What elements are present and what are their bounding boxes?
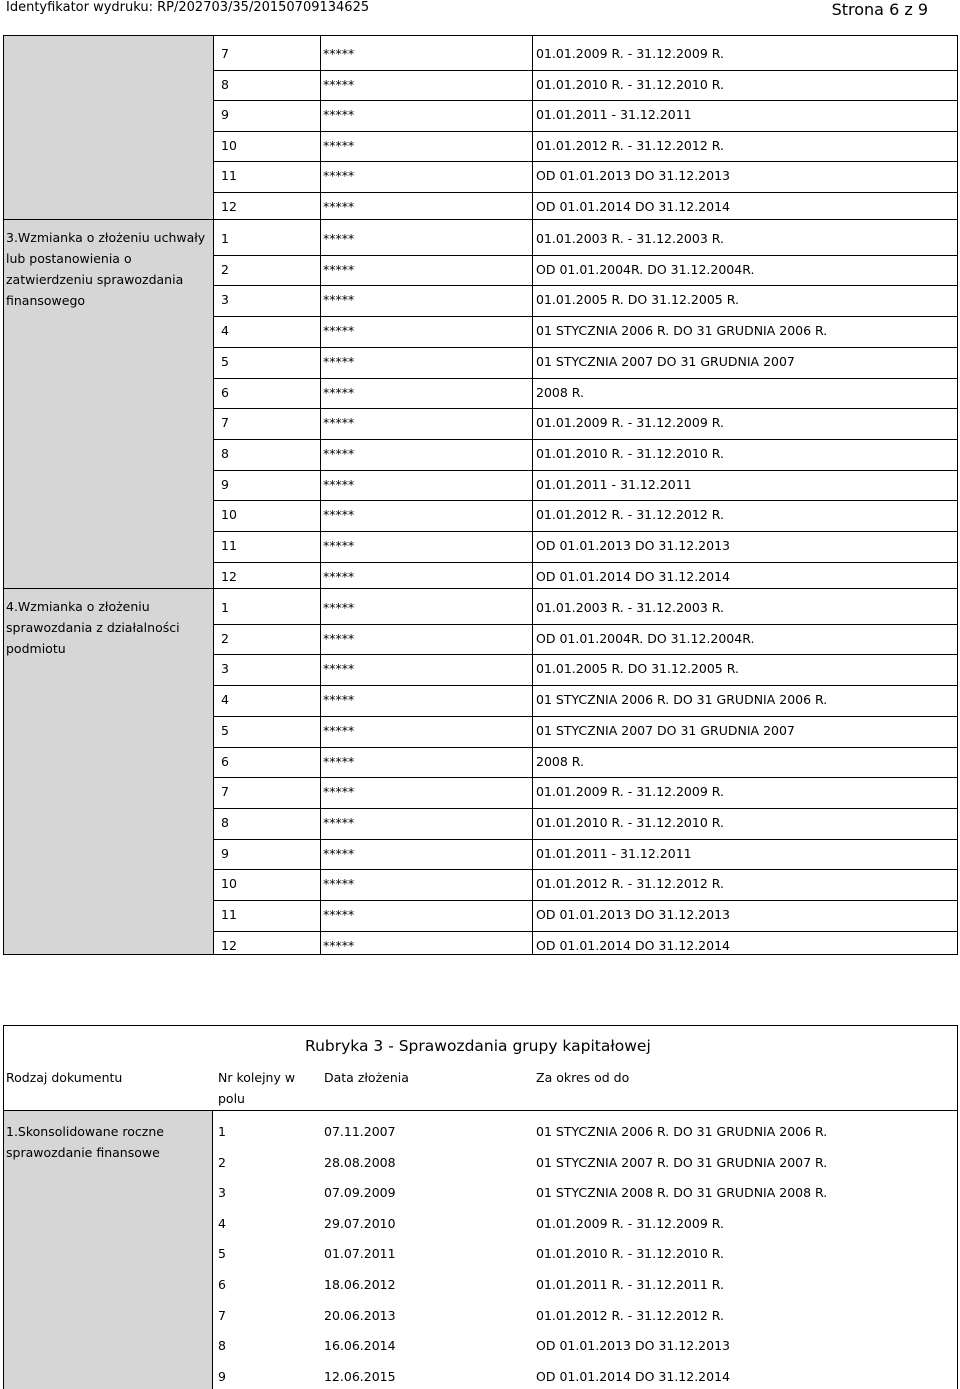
col-header-okres: Za okres od do	[536, 1070, 630, 1085]
row-divider	[214, 285, 958, 286]
period-text: 01.01.2009 R. - 31.12.2009 R.	[536, 1215, 724, 1231]
row-divider	[214, 900, 958, 901]
row-divider	[214, 192, 958, 193]
period-text: 01.01.2009 R. - 31.12.2009 R.	[536, 46, 724, 61]
period-text: OD 01.01.2004R. DO 31.12.2004R.	[536, 630, 755, 646]
submission-date: 18.06.2012	[324, 1277, 396, 1292]
masked-value: *****	[323, 784, 355, 800]
submission-date: 28.08.2008	[324, 1154, 396, 1170]
masked-value: *****	[323, 231, 355, 246]
row-divider	[214, 255, 958, 256]
row-divider	[214, 378, 958, 379]
masked-value: *****	[323, 722, 355, 738]
row-number: 1	[221, 231, 229, 246]
period-text: OD 01.01.2014 DO 31.12.2014	[536, 198, 730, 214]
row-divider	[214, 70, 958, 71]
section3-label: 3.Wzmianka o złożeniu uchwały lub postanowienia o zatwierdzeniu sprawozdania finansowego	[6, 230, 206, 308]
row-divider	[214, 654, 958, 655]
masked-value: *****	[323, 630, 355, 646]
masked-value: *****	[323, 137, 355, 153]
row-number: 4	[218, 1215, 226, 1231]
row-divider	[214, 716, 958, 717]
period-text: 01.01.2012 R. - 31.12.2012 R.	[536, 137, 724, 153]
masked-value: *****	[323, 507, 355, 523]
period-text: 01.01.2005 R. DO 31.12.2005 R.	[536, 292, 739, 308]
row-divider	[214, 839, 958, 840]
col-header-data: Data złożenia	[324, 1070, 409, 1085]
masked-value: *****	[323, 661, 355, 677]
section4-label: 4.Wzmianka o złożeniu sprawozdania z działalności podmiotu	[6, 599, 180, 656]
masked-value: *****	[323, 46, 355, 61]
submission-date: 07.11.2007	[324, 1124, 396, 1139]
row-divider	[214, 747, 958, 748]
row-divider	[214, 470, 958, 471]
masked-value: *****	[323, 538, 355, 553]
period-text: OD 01.01.2013 DO 31.12.2013	[536, 538, 730, 553]
row-number: 2	[221, 630, 229, 646]
row-number: 6	[221, 384, 229, 400]
period-text: 01.01.2011 - 31.12.2011	[536, 107, 692, 122]
row-number: 10	[221, 876, 237, 892]
masked-value: *****	[323, 384, 355, 400]
masked-value: *****	[323, 323, 355, 339]
masked-value: *****	[323, 261, 355, 277]
submission-date: 29.07.2010	[324, 1215, 396, 1231]
rubryka3-label: 1.Skonsolidowane roczne sprawozdanie finansowe	[6, 1124, 164, 1160]
masked-value: *****	[323, 600, 355, 615]
print-identifier: Identyfikator wydruku: RP/202703/35/20150709134625	[6, 0, 370, 15]
row-number: 5	[218, 1246, 226, 1262]
period-text: 01 STYCZNIA 2006 R. DO 31 GRUDNIA 2006 R.	[536, 1124, 828, 1139]
rubryka3-header-rule	[3, 1110, 958, 1111]
row-number: 7	[221, 46, 229, 61]
masked-value: *****	[323, 76, 355, 92]
row-divider	[214, 869, 958, 870]
row-number: 1	[221, 600, 229, 615]
masked-value: *****	[323, 692, 355, 708]
row-number: 7	[221, 784, 229, 800]
row-divider	[214, 161, 958, 162]
period-text: 01.01.2009 R. - 31.12.2009 R.	[536, 415, 724, 431]
row-number: 8	[221, 445, 229, 461]
row-number: 9	[218, 1368, 226, 1384]
masked-value: *****	[323, 845, 355, 861]
period-text: OD 01.01.2013 DO 31.12.2013	[536, 168, 730, 183]
upper-table-vline-2	[320, 35, 321, 955]
row-number: 9	[221, 476, 229, 492]
upper-table-frame	[3, 35, 958, 955]
row-number: 8	[218, 1338, 226, 1354]
period-text: 01 STYCZNIA 2007 DO 31 GRUDNIA 2007	[536, 353, 795, 369]
row-number: 3	[221, 292, 229, 308]
row-number: 5	[221, 722, 229, 738]
upper-table-vline-3	[532, 35, 533, 955]
masked-value: *****	[323, 445, 355, 461]
period-text: 01.01.2010 R. - 31.12.2010 R.	[536, 445, 724, 461]
masked-value: *****	[323, 876, 355, 892]
row-number: 8	[221, 814, 229, 830]
masked-value: *****	[323, 415, 355, 431]
row-number: 6	[221, 753, 229, 769]
row-divider	[214, 316, 958, 317]
masked-value: *****	[323, 107, 355, 122]
col-header-polu: polu	[218, 1091, 245, 1106]
submission-date: 07.09.2009	[324, 1185, 396, 1201]
submission-date: 16.06.2014	[324, 1338, 396, 1354]
row-number: 10	[221, 507, 237, 523]
period-text: 01.01.2003 R. - 31.12.2003 R.	[536, 231, 724, 246]
period-text: OD 01.01.2013 DO 31.12.2013	[536, 1338, 730, 1354]
masked-value: *****	[323, 568, 355, 584]
period-text: OD 01.01.2014 DO 31.12.2014	[536, 1368, 730, 1384]
row-number: 12	[221, 937, 237, 953]
masked-value: *****	[323, 292, 355, 308]
row-number: 5	[221, 353, 229, 369]
col-header-rodzaj: Rodzaj dokumentu	[6, 1070, 123, 1085]
period-text: 01 STYCZNIA 2007 R. DO 31 GRUDNIA 2007 R.	[536, 1154, 828, 1170]
period-text: 01 STYCZNIA 2008 R. DO 31 GRUDNIA 2008 R.	[536, 1185, 828, 1201]
masked-value: *****	[323, 937, 355, 953]
section3-divider	[3, 219, 958, 220]
rubryka3-title: Rubryka 3 - Sprawozdania grupy kapitałowej	[305, 1037, 651, 1055]
row-divider	[214, 347, 958, 348]
row-number: 10	[221, 137, 237, 153]
row-number: 12	[221, 568, 237, 584]
section4-divider	[3, 588, 958, 589]
period-text: OD 01.01.2004R. DO 31.12.2004R.	[536, 261, 755, 277]
row-divider	[214, 439, 958, 440]
masked-value: *****	[323, 353, 355, 369]
period-text: 01 STYCZNIA 2007 DO 31 GRUDNIA 2007	[536, 722, 795, 738]
row-divider	[214, 624, 958, 625]
period-text: 01.01.2005 R. DO 31.12.2005 R.	[536, 661, 739, 677]
period-text: 01.01.2010 R. - 31.12.2010 R.	[536, 1246, 724, 1262]
row-divider	[214, 808, 958, 809]
masked-value: *****	[323, 198, 355, 214]
row-divider	[214, 500, 958, 501]
upper-table-vline-1	[213, 35, 214, 955]
col-header-nr-kolejny: Nr kolejny w	[218, 1070, 296, 1085]
period-text: 01.01.2003 R. - 31.12.2003 R.	[536, 600, 724, 615]
row-number: 12	[221, 198, 237, 214]
row-divider	[214, 931, 958, 932]
row-number: 3	[218, 1185, 226, 1201]
row-number: 11	[221, 168, 237, 183]
period-text: 01.01.2010 R. - 31.12.2010 R.	[536, 814, 724, 830]
period-text: 01.01.2012 R. - 31.12.2012 R.	[536, 507, 724, 523]
row-number: 4	[221, 692, 229, 708]
row-number: 7	[218, 1307, 226, 1323]
period-text: 01.01.2012 R. - 31.12.2012 R.	[536, 876, 724, 892]
period-text: 01.01.2010 R. - 31.12.2010 R.	[536, 76, 724, 92]
row-number: 9	[221, 845, 229, 861]
period-text: 01.01.2009 R. - 31.12.2009 R.	[536, 784, 724, 800]
period-text: OD 01.01.2014 DO 31.12.2014	[536, 937, 730, 953]
period-text: 2008 R.	[536, 753, 584, 769]
masked-value: *****	[323, 753, 355, 769]
row-divider	[214, 777, 958, 778]
period-text: 01 STYCZNIA 2006 R. DO 31 GRUDNIA 2006 R.	[536, 323, 828, 339]
period-text: 01.01.2012 R. - 31.12.2012 R.	[536, 1307, 724, 1323]
row-divider	[214, 408, 958, 409]
masked-value: *****	[323, 168, 355, 183]
row-number: 6	[218, 1277, 226, 1292]
row-number: 11	[221, 538, 237, 553]
row-divider	[214, 531, 958, 532]
submission-date: 12.06.2015	[324, 1368, 396, 1384]
submission-date: 20.06.2013	[324, 1307, 396, 1323]
row-divider	[214, 685, 958, 686]
rubryka3-vline	[212, 1110, 213, 1389]
masked-value: *****	[323, 907, 355, 922]
period-text: OD 01.01.2013 DO 31.12.2013	[536, 907, 730, 922]
period-text: OD 01.01.2014 DO 31.12.2014	[536, 568, 730, 584]
period-text: 01.01.2011 R. - 31.12.2011 R.	[536, 1277, 724, 1292]
row-divider	[214, 131, 958, 132]
submission-date: 01.07.2011	[324, 1246, 396, 1262]
row-number: 7	[221, 415, 229, 431]
row-number: 1	[218, 1124, 226, 1139]
masked-value: *****	[323, 476, 355, 492]
row-number: 9	[221, 107, 229, 122]
period-text: 01.01.2011 - 31.12.2011	[536, 476, 692, 492]
period-text: 01 STYCZNIA 2006 R. DO 31 GRUDNIA 2006 R.	[536, 692, 828, 708]
row-number: 11	[221, 907, 237, 922]
period-text: 2008 R.	[536, 384, 584, 400]
page-number: Strona 6 z 9	[831, 0, 928, 19]
row-divider	[214, 100, 958, 101]
row-number: 2	[221, 261, 229, 277]
period-text: 01.01.2011 - 31.12.2011	[536, 845, 692, 861]
row-divider	[214, 562, 958, 563]
row-number: 2	[218, 1154, 226, 1170]
masked-value: *****	[323, 814, 355, 830]
row-number: 4	[221, 323, 229, 339]
row-number: 3	[221, 661, 229, 677]
row-number: 8	[221, 76, 229, 92]
